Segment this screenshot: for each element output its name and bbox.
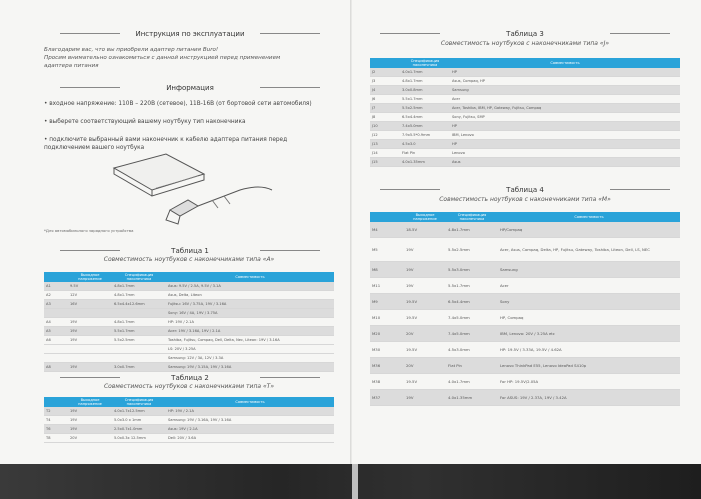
table-row (370, 342, 680, 358)
table-cell: J10 (370, 122, 400, 131)
table-cell: Lenovo ThinkPad E55, Lenovo IdeaPad S410p (498, 358, 680, 374)
table-cell: Asus (450, 158, 680, 167)
intro-line: Благодарим вас, что вы приобрели адаптер питания Buro! (44, 47, 219, 53)
table-row (370, 238, 680, 262)
table-cell: A5 (44, 327, 68, 336)
table-cell: Acer, Asus, Compaq, Delta, HP, Fujitsu, Gateway, Toshiba, Liteon, Dell, LS, NEC (498, 238, 680, 262)
table-cell: 4.8x1.7mm (112, 282, 166, 291)
table-cell: T4 (44, 416, 68, 425)
table-cell: HP/Compaq (498, 222, 680, 238)
table-row (44, 363, 334, 372)
table-cell: 3.0x0.7mm (112, 363, 166, 372)
table-cell: 7.4x5.0mm (446, 326, 498, 342)
table-cell: M11 (370, 278, 404, 294)
bullet-item: • выберете соответствующий вашему ноутбуку тип наконечника (44, 119, 246, 125)
table-cell: T6 (44, 425, 68, 434)
table-row (370, 294, 680, 310)
table-header-row (370, 212, 680, 222)
table4-heading (380, 186, 670, 194)
instructions-title: Инструкция по эксплуатации (129, 30, 250, 38)
table-cell: Lenovo (450, 149, 680, 158)
table-cell: 12V (68, 291, 112, 300)
intro-text (44, 46, 334, 70)
table-cell: 5.5x1.7mm (112, 327, 166, 336)
table-cell: 20V (404, 358, 446, 374)
table-cell: 4.0x1.7mm (446, 374, 498, 390)
column-header: Совместимость (166, 397, 334, 407)
table-cell: 5.5x1.7mm (400, 95, 450, 104)
table-row (370, 68, 680, 77)
table-header-row (44, 397, 334, 407)
column-header (370, 58, 400, 68)
table-cell: For ASUS: 19V / 2.37A, 19V / 3.42A (498, 390, 680, 406)
table-cell: IBM, Lenovo: 20V / 3.25A etc (498, 326, 680, 342)
table-cell: 5.5x2.5mm (112, 336, 166, 345)
table-row (44, 318, 334, 327)
table-cell: J15 (370, 158, 400, 167)
table-cell: M4 (370, 222, 404, 238)
table-cell: 7.4x5.0mm (446, 310, 498, 326)
table-row (370, 278, 680, 294)
info-heading (60, 84, 320, 92)
table-row (44, 327, 334, 336)
table-cell: 4.5x3.0mm (446, 342, 498, 358)
table-cell: 3.0x0.8mm (400, 86, 450, 95)
column-header: Совместимость (450, 58, 680, 68)
table-cell (68, 309, 112, 318)
table-cell: 19.5V (404, 342, 446, 358)
table-row (370, 95, 680, 104)
table-cell: 19V (68, 327, 112, 336)
table-cell (44, 309, 68, 318)
table-cell: M30 (370, 342, 404, 358)
table-cell: 19V (404, 262, 446, 278)
table-cell: J13 (370, 140, 400, 149)
table-cell: M36 (370, 358, 404, 374)
table1-title: Таблица 1 (165, 247, 215, 255)
intro-line: Просим внимательно ознакомиться с данной инструкцией перед применением (44, 55, 281, 61)
table-cell: 19V (68, 336, 112, 345)
table-cell: 2.5x0.7x1.0mm (112, 425, 166, 434)
table-cell: J12 (370, 131, 400, 140)
table-row (370, 113, 680, 122)
table-row (370, 374, 680, 390)
table-row (44, 300, 334, 309)
table-cell: Acer (450, 95, 680, 104)
table-cell: A1 (44, 282, 68, 291)
table-cell: HP, Compaq (498, 310, 680, 326)
table-row (44, 425, 334, 434)
column-header (44, 272, 68, 282)
table-cell: M10 (370, 310, 404, 326)
table-cell: 5.5x3.0mm (446, 262, 498, 278)
table-cell: HP (450, 140, 680, 149)
table-cell: M9 (370, 294, 404, 310)
table-cell: 19V (68, 416, 112, 425)
column-header: Спецификация наконечника (112, 397, 166, 407)
table-row (44, 345, 334, 354)
table-cell: HP: 19V / 2.1A (166, 318, 334, 327)
footnote: *Для автомобильного зарядного устройства (44, 228, 134, 233)
table4-title: Таблица 4 (500, 186, 550, 194)
table-cell: Fujitsu: 16V / 3.75A, 19V / 3.16A (166, 300, 334, 309)
table-cell: 6.5x4.4mm (400, 113, 450, 122)
table-cell: IBM, Lenovo (450, 131, 680, 140)
table-cell: Flat Pin (446, 358, 498, 374)
table-cell: HP: 19V / 2.1A (166, 407, 334, 416)
table4 (370, 212, 680, 406)
table-cell: 7.9x5.5*0.9mm (400, 131, 450, 140)
bullet-item: • входное напряжение: 110В – 220В (сетевое), 11В-16В (от бортовой сети автомобиля) (44, 101, 312, 107)
table-cell: For HP: 19.5V/2.05A (498, 374, 680, 390)
table-cell: 5.5x1.7mm (446, 278, 498, 294)
table-cell: 19V (68, 318, 112, 327)
table-cell: Toshiba, Fujitsu, Compaq, Dell, Delta, Nec, Liteon: 19V / 3.16A (166, 336, 334, 345)
table-cell: A3 (44, 300, 68, 309)
table-header-row (44, 272, 334, 282)
table-cell: J4 (370, 86, 400, 95)
table-cell: M8 (370, 262, 404, 278)
table2 (44, 397, 334, 443)
table-cell (112, 309, 166, 318)
table-row (370, 262, 680, 278)
table-cell: 4.0x1.35mm (446, 390, 498, 406)
table-cell: 5.5x2.5mm (446, 238, 498, 262)
table-cell: Acer (498, 278, 680, 294)
table-cell: J7 (370, 104, 400, 113)
table-cell: 19V (68, 407, 112, 416)
table-row (370, 358, 680, 374)
column-header (44, 397, 68, 407)
dark-background-strip (0, 464, 701, 499)
table-cell: A8 (44, 363, 68, 372)
table-cell: 5.0x3.0 x 1mm (112, 416, 166, 425)
table-cell: T2 (44, 407, 68, 416)
table-cell: 4.8x1.7mm (400, 77, 450, 86)
table-cell: 4.0x1.35mm (400, 158, 450, 167)
table-cell: 20V (68, 434, 112, 443)
table-cell: J8 (370, 113, 400, 122)
table-cell: Samsung: 12V / 3A, 12V / 3.3A (166, 354, 334, 363)
table-cell (44, 345, 68, 354)
table-cell: Asus: 19V / 2.1A (166, 425, 334, 434)
table-row (44, 291, 334, 300)
table-row (370, 104, 680, 113)
table-cell: Samsung: 19V / 3.15A, 19V / 3.16A (166, 363, 334, 372)
table-cell: 4.8x1.7mm (446, 222, 498, 238)
column-header: Выходное напряжение (68, 272, 112, 282)
table-row (370, 326, 680, 342)
table3-caption: Совместимость ноутбуков с наконечниками типа «J» (440, 40, 610, 47)
bullet-item: • подключите выбранный вами наконечник к кабелю адаптера питания перед подключением вашего ноутбука (44, 137, 288, 151)
table-cell: J14 (370, 149, 400, 158)
table-cell: A4 (44, 318, 68, 327)
table2-caption: Совместимость ноутбуков с наконечниками типа «T» (103, 383, 275, 390)
table2-title: Таблица 2 (165, 374, 215, 382)
table-cell: 19.5V (404, 294, 446, 310)
table-row (370, 131, 680, 140)
table1-caption: Совместимость ноутбуков с наконечниками типа «A» (103, 256, 275, 263)
column-header: Спецификация наконечника (400, 58, 450, 68)
column-header (370, 212, 404, 222)
table3-heading (380, 30, 670, 38)
intro-line: адаптера питания (44, 63, 99, 69)
table-row (44, 336, 334, 345)
table-row (370, 310, 680, 326)
table-cell: Asus: 9.5V / 2.5A, 9.5V / 3.1A (166, 282, 334, 291)
table-cell: 4.0x1.7x12.5mm (112, 407, 166, 416)
table-cell: Samsung (498, 262, 680, 278)
table-row (370, 86, 680, 95)
table-cell: 6.5x4.4x12.6mm (112, 300, 166, 309)
table-row (370, 149, 680, 158)
table-cell: Flat Pin (400, 149, 450, 158)
table-row (44, 282, 334, 291)
table-cell: 5.0x0.3x 12.5mm (112, 434, 166, 443)
table-cell: J3 (370, 77, 400, 86)
table-cell: 9.5V (68, 282, 112, 291)
table-cell: Sony, Fujitsu, SMP (450, 113, 680, 122)
table-cell (68, 345, 112, 354)
table-row (44, 407, 334, 416)
table-row (370, 390, 680, 406)
table-cell (68, 354, 112, 363)
page-edge (352, 464, 358, 499)
table-cell: Asus, Delta, Liteon (166, 291, 334, 300)
table-cell: 19V (68, 425, 112, 434)
table-cell: 19V (404, 238, 446, 262)
column-header: Совместимость (498, 212, 680, 222)
table-cell (112, 354, 166, 363)
table-row (370, 77, 680, 86)
table-row (44, 434, 334, 443)
table-cell: LS: 20V / 3.25A (166, 345, 334, 354)
table-cell: 19V (404, 390, 446, 406)
table-cell: Acer: 19V / 3.16A, 19V / 2.1A (166, 327, 334, 336)
table-cell: M38 (370, 374, 404, 390)
table3 (370, 58, 680, 167)
table-row (370, 122, 680, 131)
table-cell: 4.8x1.7mm (112, 291, 166, 300)
table-cell (112, 345, 166, 354)
column-header: Выходное напряжение (404, 212, 446, 222)
table-cell: 19.5V (404, 374, 446, 390)
table-cell: HP (450, 122, 680, 131)
table-cell: 5.5x2.5mm (400, 104, 450, 113)
table-row (370, 140, 680, 149)
column-header: Спецификация наконечника (446, 212, 498, 222)
page-fold (350, 0, 352, 464)
table-cell: A6 (44, 336, 68, 345)
table-row (44, 354, 334, 363)
table-cell: M5 (370, 238, 404, 262)
table-cell: J2 (370, 68, 400, 77)
table-cell: 18.5V (404, 222, 446, 238)
table-row (370, 158, 680, 167)
table-cell: 16V (68, 300, 112, 309)
table1-heading (60, 247, 320, 255)
column-header: Спецификация наконечника (112, 272, 166, 282)
table-cell: Sony (498, 294, 680, 310)
table-cell: 4.8x1.7mm (112, 318, 166, 327)
table-cell: 19V (404, 278, 446, 294)
table-cell: HP (450, 68, 680, 77)
laptop-adapter-illustration (100, 150, 275, 230)
table-cell: Samsung: 19V / 3.16A, 19V / 3.16A (166, 416, 334, 425)
info-title: Информация (160, 84, 220, 92)
table-cell: T8 (44, 434, 68, 443)
table3-title: Таблица 3 (500, 30, 550, 38)
table-cell: 19.5V (404, 310, 446, 326)
table-cell (44, 354, 68, 363)
table-cell: 7.4x5.0mm (400, 122, 450, 131)
table2-heading (60, 374, 320, 382)
table-cell: 4.0x1.7mm (400, 68, 450, 77)
table-row (44, 309, 334, 318)
table-row (44, 416, 334, 425)
table-cell: Samsung (450, 86, 680, 95)
table-cell: HP: 19.5V / 3.33A, 19.5V / 4.62A (498, 342, 680, 358)
table-cell: Asus, Compaq, HP (450, 77, 680, 86)
table-cell: Dell: 20V / 3.6A (166, 434, 334, 443)
table1 (44, 272, 334, 372)
column-header: Выходное напряжение (68, 397, 112, 407)
table-cell: 6.5x4.4mm (446, 294, 498, 310)
table-cell: 20V (404, 326, 446, 342)
column-header: Совместимость (166, 272, 334, 282)
table-header-row (370, 58, 680, 68)
table-cell: 19V (68, 363, 112, 372)
table-cell: M37 (370, 390, 404, 406)
table4-caption: Совместимость ноутбуков с наконечниками типа «M» (439, 196, 611, 203)
table-cell: J6 (370, 95, 400, 104)
table-cell: M20 (370, 326, 404, 342)
table-cell: A2 (44, 291, 68, 300)
table-row (370, 222, 680, 238)
table-cell: Sony: 16V / 4A, 19V / 3.75A (166, 309, 334, 318)
table-cell: 4.5x3.0 (400, 140, 450, 149)
table-cell: Acer, Toshiba, IBM, HP, Gateway, Fujitsu, Compaq (450, 104, 680, 113)
instructions-heading (60, 30, 320, 38)
